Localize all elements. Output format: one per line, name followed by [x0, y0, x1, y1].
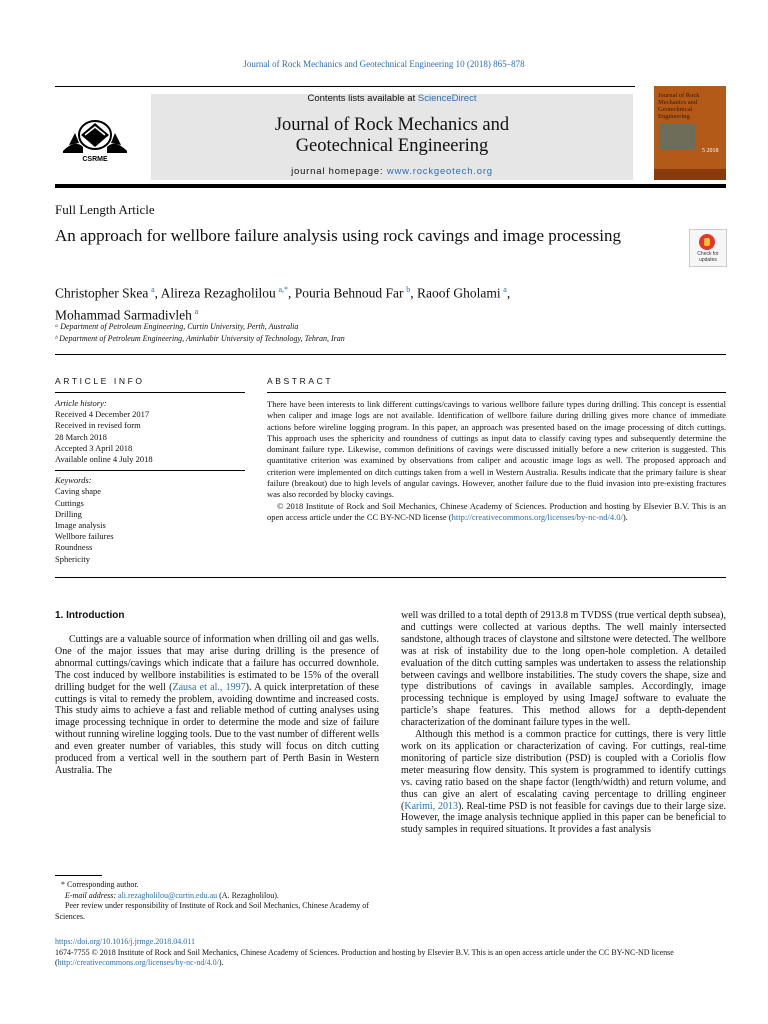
keyword: Image analysis — [55, 520, 106, 531]
journal-cover[interactable] — [654, 86, 726, 180]
footnote-rule — [55, 875, 102, 876]
contents-prefix: Contents lists available at — [307, 93, 418, 104]
citation-link[interactable]: Karimi, 2013 — [404, 800, 458, 812]
intro-paragraph — [401, 729, 726, 836]
header-rule — [55, 86, 635, 87]
history-item: Received in revised form — [55, 420, 141, 431]
abstract-heading: ABSTRACT — [267, 376, 334, 386]
sciencedirect-link[interactable]: ScienceDirect — [417, 93, 477, 104]
intro-paragraph — [55, 634, 379, 777]
corresponding-author: * Corresponding author. — [61, 880, 139, 889]
abstract-text: There have been interests to link different cuttings/cavings to various wellbore failure types during drilling. This concept is essential when caliper and image logs are not available. Identification of wellbore failure during drilling gives more chance of immediate actions before wireline logging program. In this paper, an approach was presented based on the image processing of ditch cuttings. This approach uses the sphericity and roundness of cuttings as input data to classify caving types and subsequently determine the dominant failure type. Likewise, common definitions of cavings were discussed initially before a new criterion is suggested. This quantitative criterion was examined by observations from caliper and acoustic image logs as well. The proposed approach and criterion were implemented on ditch cuttings taken from a well in Western Australia. Results indicate that the primary failure is shear failure (breakout) due to high levels of angular cavings. However, another failure due to the fluid invasion into pre-existing fractures was also recorded by blocky cavings. — [267, 399, 726, 500]
history-item: Available online 4 July 2018 — [55, 454, 153, 465]
author-affil-sup[interactable]: a — [503, 285, 507, 294]
contents-line — [151, 93, 633, 104]
peer-review-note: Peer review under responsibility of Institute of Rock and Soil Mechanics, Chinese Academy of Sciences. — [55, 901, 369, 921]
author-affil-sup[interactable]: a,* — [278, 285, 289, 294]
intro-heading: 1. Introduction — [55, 610, 125, 621]
keywords-label: Keywords: — [55, 475, 92, 486]
journal-title — [151, 115, 633, 157]
check-for-updates-badge[interactable] — [689, 229, 727, 267]
journal-banner — [151, 94, 633, 180]
email-label: E-mail address: — [65, 890, 119, 900]
csrme-logo — [55, 113, 135, 165]
bottom-info — [55, 937, 726, 969]
author-list: Christopher Skea $^a$, Alireza Rezagholilou $^{a,*}$, Pouria Behnoud Far $^b$, Raoof Gholami $^a$, Mohammad Sarmadivleh $^a$ — [55, 285, 511, 322]
article-info-heading: ARTICLE INFO — [55, 376, 145, 386]
doi-link[interactable]: https://doi.org/10.1016/j.jrmge.2018.04.011 — [55, 937, 195, 946]
issn-license-link[interactable]: http://creativecommons.org/licenses/by-nc-nd/4.0/ — [57, 958, 219, 967]
citation-link[interactable]: Zausa et al., 1997 — [172, 681, 246, 693]
abstract-bottom-rule — [55, 577, 726, 578]
article-type: Full Length Article — [55, 202, 155, 217]
journal-title-line2: Geotechnical Engineering — [295, 136, 489, 156]
abstract-rule — [267, 392, 726, 393]
section-rule — [55, 354, 726, 355]
email-line — [55, 891, 379, 902]
keyword: Roundness — [55, 542, 93, 553]
history-item: 28 March 2018 — [55, 431, 107, 442]
badge-label: Check for updates — [697, 251, 719, 263]
keyword: Drilling — [55, 508, 82, 519]
cover-image — [659, 124, 695, 150]
abstract-copyright — [267, 501, 726, 524]
intro-right-column — [401, 610, 726, 836]
affiliation-a: ᵃ Department of Petroleum Engineering, Curtin University, Perth, Australia — [55, 322, 299, 331]
homepage-prefix: journal homepage: — [291, 166, 387, 177]
para-text: Although this method is a common practice for cuttings, there is very little work on its application or characterization of caving. For cuttings, real-time monitoring of particle size distribution (PSD) is coupled with a Coriolis flow meter measuring flow density. This system is programmed to identify cuttings vs. caving ratio based on the shape factor (length/width) and return volume, and thus can give an alert of escalating caving percentage to drilling engineer ( — [401, 729, 726, 812]
para-text: ). A quick interpretation of these cuttings is vital to remedy the problem, avoiding downtime and increased costs. This study aims to achieve a fast and reliable method of cutting analyses using image processing technique in order to determine the mode and size of failure without running wireline logging tools. Due to the vast number of different wells and even greater number of variables, this study will focus on ditch cutting produced from a vertical well in the southern part of Perth Basin in Western Australia. The — [55, 681, 379, 776]
article-title: An approach for wellbore failure analysis using rock cavings and image processing — [55, 226, 622, 245]
para-text: Cuttings are a valuable source of information when drilling oil and gas wells. One of the major issues that may arise during drilling is the presence of abnormal cuttings/cavings which indicate that a failure has occurred downhole. The cost induced by wellbore instabilities is estimated to be 15% of the overall drilling budget for the well ( — [55, 634, 379, 693]
logo-text: CSRME — [82, 156, 108, 163]
copyright-end: ). — [622, 511, 628, 522]
para-text: ). Real-time PSD is not feasible for cavings due to their large size. However, the image analysis technique applied in this paper can be beneficial to study samples in required situations. It provides a fast analysis — [401, 800, 727, 836]
keyword: Cuttings — [55, 497, 84, 508]
article-info — [55, 398, 245, 565]
issn-line — [55, 948, 726, 969]
author-name[interactable]: Pouria Behnoud Far — [294, 285, 404, 301]
keyword: Caving shape — [55, 486, 102, 497]
banner-rule — [55, 184, 726, 188]
info-rule — [55, 392, 245, 393]
footnote — [55, 880, 379, 922]
email-name: (A. Rezagholilou). — [217, 890, 279, 900]
license-link[interactable]: http://creativecommons.org/licenses/by-nc-nd/4.0/ — [451, 511, 623, 522]
history-label: Article history: — [55, 398, 107, 408]
history-item: Accepted 3 April 2018 — [55, 442, 133, 453]
keyword: Wellbore failures — [55, 531, 114, 542]
email-link[interactable]: ali.rezagholilou@curtin.edu.au — [118, 890, 218, 900]
homepage-link[interactable]: www.rockgeotech.org — [386, 166, 493, 177]
issn-end: ). — [218, 958, 224, 967]
issn-text: 1674-7755 © 2018 Institute of Rock and Soil Mechanics, Chinese Academy of Sciences. Production and hosting by Elsevier B.V. This is an open access article under the CC BY-NC-ND license ( — [55, 947, 674, 967]
cover-title: Journal of Rock Mechanics and Geotechnical Engineering — [658, 92, 700, 120]
history-item: Received 4 December 2017 — [55, 409, 150, 420]
keyword: Sphericity — [55, 553, 90, 564]
author-name[interactable]: Alireza Rezagholilou — [160, 285, 276, 301]
updates-icon — [699, 234, 715, 250]
cover-strip — [654, 169, 726, 180]
author-name[interactable]: Raoof Gholami — [416, 285, 501, 301]
intro-paragraph: well was drilled to a total depth of 2913.8 m TVDSS (true vertical depth subsea), and cuttings were collected at various depths. The well mainly intersected sandstone, although traces of claystone and siltstone were detected. The wellbore was at risk of instability due to the long open-hole completion. A detailed evaluation of the ditch cutting samples was undertaken to assess the relationship between cavings and wellbore instabilities. The study covers the shape, size and type distributions of cavings in available samples. Accordingly, image processing technique is employed by using ImageJ software to evaluate the particle’s shape features. This method allows for a depth-dependent characterization of the dominant failure types in the well. — [401, 610, 726, 729]
cover-issue: 5 2018 — [702, 148, 719, 154]
journal-citation[interactable]: Journal of Rock Mechanics and Geotechnical Engineering 10 (2018) 865–878 — [243, 59, 525, 69]
journal-homepage — [151, 166, 633, 177]
abstract-body — [267, 399, 726, 523]
author-affil-sup[interactable]: a — [194, 306, 199, 316]
author-name[interactable]: Mohammad Sarmadivleh — [55, 307, 192, 322]
intro-left-column — [55, 634, 379, 777]
keywords-rule — [55, 470, 245, 471]
affiliation-b: ᵇ Department of Petroleum Engineering, Amirkabir University of Technology, Tehran, Iran — [55, 334, 345, 343]
author-affil-sup[interactable]: a — [151, 285, 155, 294]
copyright-text: © 2018 Institute of Rock and Soil Mechanics, Chinese Academy of Sciences. Production and hosting by Elsevier B.V. This is an open access article under the CC BY-NC-ND license ( — [267, 500, 726, 522]
author-name[interactable]: Christopher Skea — [55, 285, 149, 301]
author-affil-sup[interactable]: b — [406, 285, 411, 294]
journal-title-line1: Journal of Rock Mechanics and — [274, 115, 510, 135]
